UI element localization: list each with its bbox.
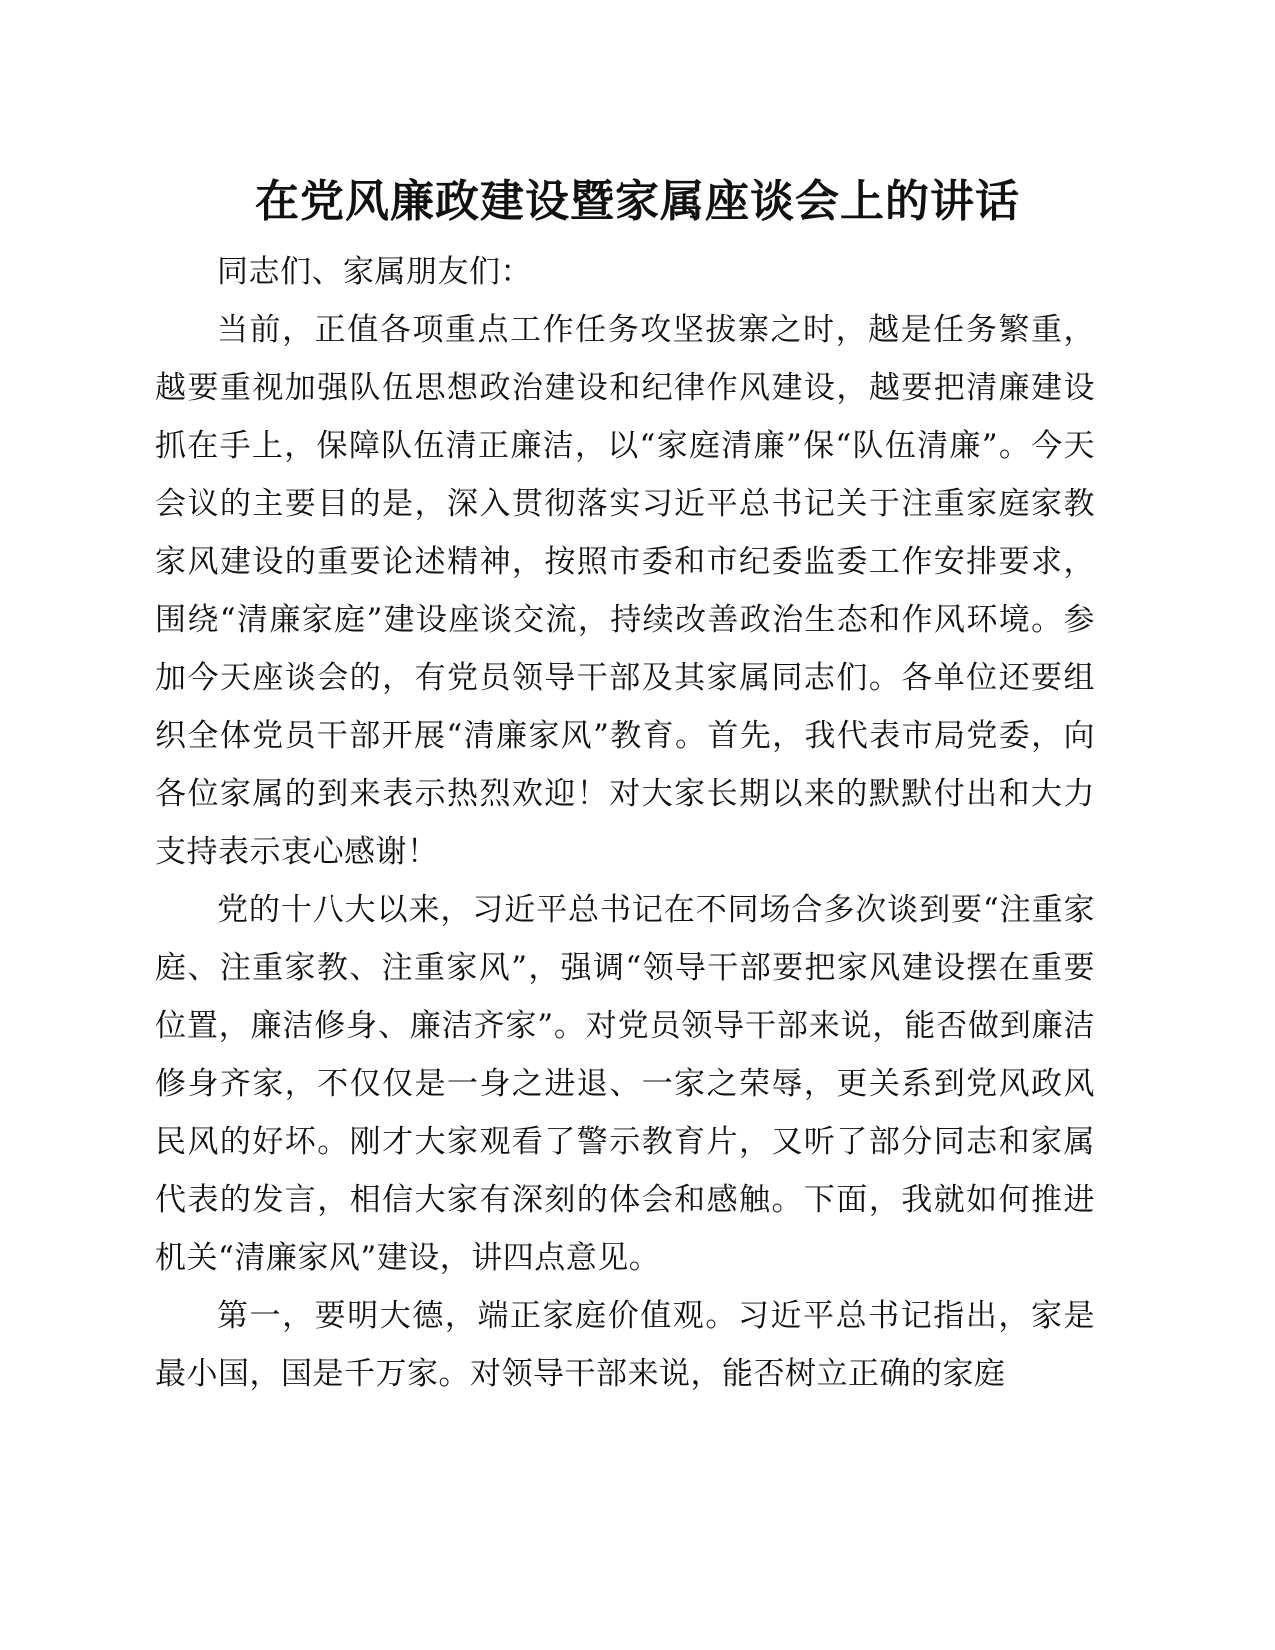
- document-title: 在党风廉政建设暨家属座谈会上的讲话: [255, 176, 1020, 227]
- body-paragraph-3: 第一，要明大德，端正家庭价值观。习近平总书记指出，家是最小国，国是千万家。对领导干部来说，能否树立正确的家庭: [155, 1298, 1095, 1392]
- salutation-paragraph: 同志们、家属朋友们：: [217, 254, 532, 290]
- document-body: [155, 243, 1095, 1403]
- body-paragraph-2: 党的十八大以来，习近平总书记在不同场合多次谈到要“注重家庭、注重家教、注重家风”，强调“领导干部要把家风建设摆在重要位置，廉洁修身、廉洁齐家”。对党员领导干部来说，能否做到廉洁修身齐家，不仅仅是一身之进退、一家之荣辱，更关系到党风政风民风的好坏。刚才大家观看了警示教育片，又听了部分同志和家属代表的发言，相信大家有深刻的体会和感触。下面，我就如何推进机关“清廉家风”建设，讲四点意见。: [155, 892, 1095, 1276]
- body-paragraph-1: 当前，正值各项重点工作任务攻坚拔寨之时，越是任务繁重，越要重视加强队伍思想政治建设和纪律作风建设，越要把清廉建设抓在手上，保障队伍清正廉洁，以“家庭清廉”保“队伍清廉”。今天会议的主要目的是，深入贯彻落实习近平总书记关于注重家庭家教家风建设的重要论述精神，按照市委和市纪委监委工作安排要求，围绕“清廉家庭”建设座谈交流，持续改善政治生态和作风环境。参加今天座谈会的，有党员领导干部及其家属同志们。各单位还要组织全体党员干部开展“清廉家风”教育。首先，我代表市局党委，向各位家属的到来表示热烈欢迎！对大家长期以来的默默付出和大力支持表示衷心感谢！: [155, 312, 1095, 870]
